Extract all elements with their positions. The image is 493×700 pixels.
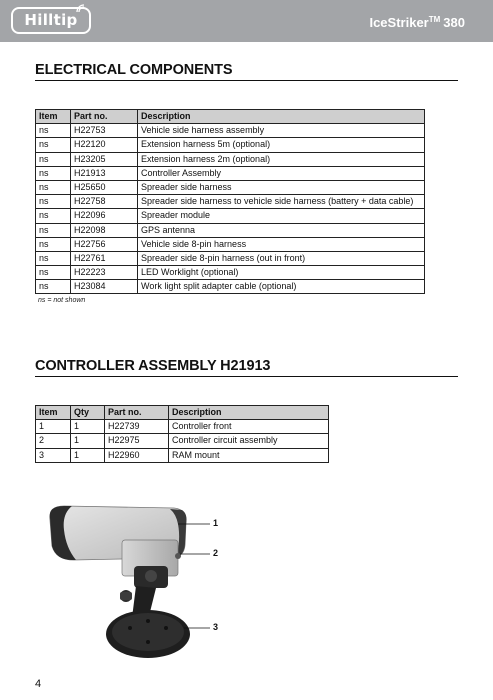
table-cell: H22223 — [71, 266, 138, 280]
callout-2: 2 — [213, 548, 219, 558]
table-row — [36, 124, 425, 138]
logo-text: Hilltip — [24, 11, 78, 29]
table-cell: Spreader side harness to vehicle side harness (battery + data cable) — [138, 195, 425, 209]
table-cell: H23084 — [71, 280, 138, 294]
electrical-parts-table — [35, 109, 425, 294]
table-cell: H22758 — [71, 195, 138, 209]
section-rule — [35, 376, 458, 377]
table-cell: Extension harness 2m (optional) — [138, 152, 425, 166]
callout-3: 3 — [213, 622, 219, 632]
table-cell: H21913 — [71, 166, 138, 180]
signal-icon — [76, 4, 86, 14]
column-header: Description — [138, 110, 425, 124]
column-header: Part no. — [71, 110, 138, 124]
electrical-section-title: ELECTRICAL COMPONENTS — [35, 62, 233, 78]
column-header: Qty — [71, 406, 105, 420]
table-cell: ns — [36, 124, 71, 138]
page-number: 4 — [35, 678, 42, 690]
table-cell: Spreader module — [138, 209, 425, 223]
table-cell: H22739 — [105, 420, 169, 434]
table-cell: ns — [36, 237, 71, 251]
table-cell: H22120 — [71, 138, 138, 152]
table-cell: H25650 — [71, 180, 138, 194]
table-row — [36, 195, 425, 209]
table-cell: ns — [36, 251, 71, 265]
table-cell: Vehicle side 8-pin harness — [138, 237, 425, 251]
section-rule — [35, 80, 458, 81]
table-cell: Controller circuit assembly — [169, 434, 329, 448]
table-cell: ns — [36, 266, 71, 280]
table-row — [36, 251, 425, 265]
table-row — [36, 434, 329, 448]
column-header: Description — [169, 406, 329, 420]
table-cell: H22096 — [71, 209, 138, 223]
controller-parts-table — [35, 405, 329, 463]
table-cell: RAM mount — [169, 448, 329, 462]
table-row — [36, 280, 425, 294]
table-cell: H22098 — [71, 223, 138, 237]
product-name-text: IceStriker — [369, 15, 429, 30]
table-row — [36, 166, 425, 180]
table-cell: Vehicle side harness assembly — [138, 124, 425, 138]
table-cell: ns — [36, 138, 71, 152]
table-cell: ns — [36, 152, 71, 166]
table-row — [36, 266, 425, 280]
table-row — [36, 180, 425, 194]
table-cell: ns — [36, 223, 71, 237]
table-cell: H22761 — [71, 251, 138, 265]
table-cell: H22753 — [71, 124, 138, 138]
table-cell: Controller front — [169, 420, 329, 434]
table-header-row — [36, 110, 425, 124]
table-cell: H22960 — [105, 448, 169, 462]
table-cell: LED Worklight (optional) — [138, 266, 425, 280]
table-row — [36, 420, 329, 434]
table-row — [36, 209, 425, 223]
table-cell: Work light split adapter cable (optional) — [138, 280, 425, 294]
callout-1: 1 — [213, 518, 219, 528]
page-header — [0, 0, 493, 42]
table-row — [36, 138, 425, 152]
controller-section-title: CONTROLLER ASSEMBLY H21913 — [35, 358, 271, 374]
table-cell: ns — [36, 209, 71, 223]
table-row — [36, 448, 329, 462]
column-header: Item — [36, 110, 71, 124]
hilltip-logo — [11, 7, 91, 34]
product-model: 380 — [443, 15, 465, 30]
table-cell: H22756 — [71, 237, 138, 251]
table-row — [36, 237, 425, 251]
table-header-row — [36, 406, 329, 420]
table-cell: ns — [36, 280, 71, 294]
footnote: ns = not shown — [38, 297, 86, 304]
table-cell: ns — [36, 180, 71, 194]
trademark-mark: TM — [428, 15, 441, 24]
table-row — [36, 152, 425, 166]
table-cell: GPS antenna — [138, 223, 425, 237]
table-cell: ns — [36, 166, 71, 180]
table-cell: Spreader side harness — [138, 180, 425, 194]
table-cell: H22975 — [105, 434, 169, 448]
column-header: Item — [36, 406, 71, 420]
table-row — [36, 223, 425, 237]
table-cell: Controller Assembly — [138, 166, 425, 180]
column-header: Part no. — [105, 406, 169, 420]
table-cell: 1 — [71, 420, 105, 434]
table-cell: 1 — [71, 434, 105, 448]
table-cell: Extension harness 5m (optional) — [138, 138, 425, 152]
product-name — [369, 15, 465, 30]
table-cell: 3 — [36, 448, 71, 462]
table-cell: H23205 — [71, 152, 138, 166]
table-cell: Spreader side 8-pin harness (out in front) — [138, 251, 425, 265]
table-cell: ns — [36, 195, 71, 209]
table-cell: 1 — [71, 448, 105, 462]
table-cell: 2 — [36, 434, 71, 448]
table-cell: 1 — [36, 420, 71, 434]
